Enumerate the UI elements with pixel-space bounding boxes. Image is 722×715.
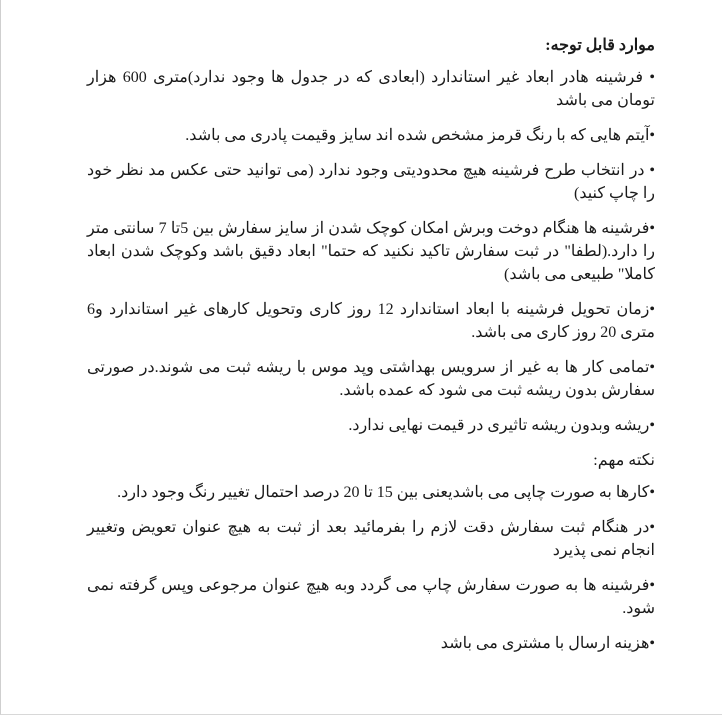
note-item: •ریشه وبدون ریشه تاثیری در قیمت نهایی ندارد. xyxy=(348,417,655,434)
important-note-item: •فرشینه ها به صورت سفارش چاپ می گردد وبه هیچ عنوان مرجوعی وپس گرفته نمی شود. xyxy=(87,577,655,617)
note-item: •فرشینه ها هنگام دوخت وبرش امکان کوچک شدن از سایز سفارش بین 5تا 7 سانتی متر را دارد.(لطفا" در ثبت سفارش تاکید نکنید که حتما" ابعاد دقیق باشد وکوچک شدن ابعاد کاملا" طبیعی می باشد) xyxy=(87,220,656,283)
notes-heading: موارد قابل توجه: xyxy=(545,37,655,54)
important-note-item: •هزینه ارسال با مشتری می باشد xyxy=(440,635,655,652)
note-item: •زمان تحویل فرشینه با ابعاد استاندارد 12 روز کاری وتحویل کارهای غیر استاندارد و6 متری 20 روز کاری می باشد. xyxy=(87,301,655,341)
note-item: •آیتم هایی که با رنگ قرمز مشخص شده اند سایز وقیمت پادری می باشد. xyxy=(185,127,655,144)
important-note-item: •در هنگام ثبت سفارش دقت لازم را بفرمائید بعد از ثبت به هیچ عنوان تعویض وتغییر انجام نمی پذیرد xyxy=(87,519,655,559)
important-heading: نکته مهم: xyxy=(593,452,655,469)
document-content xyxy=(87,34,655,667)
note-item: •تمامی کار ها به غیر از سرویس بهداشتی وپد موس با ریشه ثبت می شوند.در صورتی سفارش بدون ریشه ثبت می شود که عمده باشد. xyxy=(87,359,655,399)
note-item: • فرشینه هادر ابعاد غیر استاندارد (ابعادی که در جدول ها وجود ندارد)متری 600 هزار تومان می باشد xyxy=(87,69,656,109)
important-note-item: •کارها به صورت چاپی می باشدیعنی بین 15 تا 20 درصد احتمال تغییر رنگ وجود دارد. xyxy=(117,484,655,501)
note-item: • در انتخاب طرح فرشینه هیچ محدودیتی وجود ندارد (می توانید حتی عکس مد نظر خود را چاپ کنید) xyxy=(87,162,655,202)
